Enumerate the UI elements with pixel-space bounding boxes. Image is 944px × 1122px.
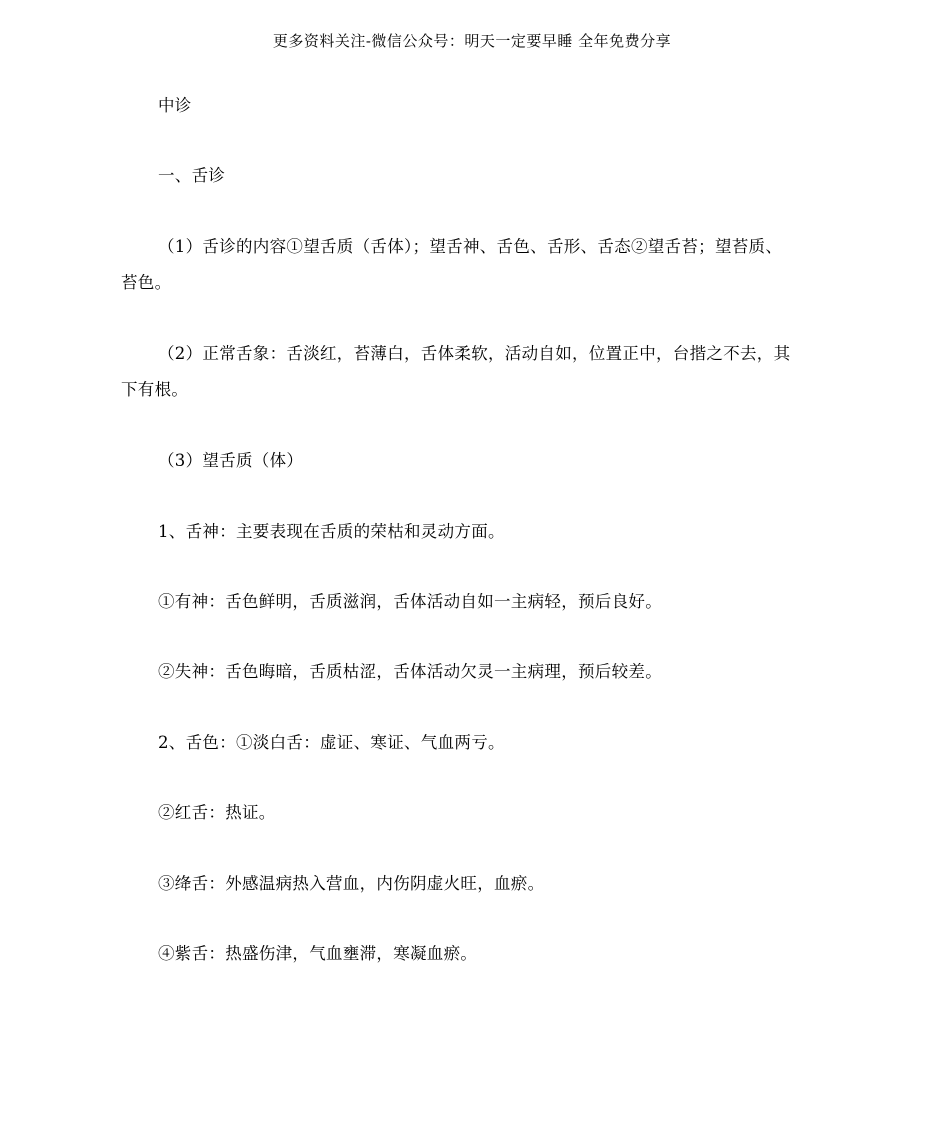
list-item: 2、舌色：①淡白舌：虚证、寒证、气血两亏。 [158, 733, 505, 752]
list-item: ②失神：舌色晦暗，舌质枯涩，舌体活动欠灵一主病理，预后较差。 [158, 662, 662, 681]
list-item: 1、舌神：主要表现在舌质的荣枯和灵动方面。 [158, 522, 505, 541]
paragraph-line: （1）舌诊的内容①望舌质（舌体）；望舌神、舌色、舌形、舌态②望舌苔；望苔质、 [158, 237, 783, 256]
list-item: ①有神：舌色鲜明，舌质滋润，舌体活动自如一主病轻，预后良好。 [158, 592, 662, 611]
document-title: 中诊 [158, 96, 192, 115]
page-header: 更多资料关注-微信公众号：明天一定要早睡 全年免费分享 [272, 32, 672, 50]
paragraph-line: 下有根。 [121, 380, 189, 399]
paragraph-line: （2）正常舌象：舌淡红，苔薄白，舌体柔软，活动自如，位置正中，台揩之不去，其 [158, 344, 791, 363]
paragraph-line: 苔色。 [121, 273, 172, 292]
subsection-heading: （3）望舌质（体） [158, 451, 304, 470]
list-item: ④紫舌：热盛伤津，气血壅滞，寒凝血瘀。 [158, 944, 478, 963]
list-item: ②红舌：热证。 [158, 803, 276, 822]
section-heading: 一、舌诊 [158, 166, 226, 185]
list-item: ③绛舌：外感温病热入营血，内伤阴虚火旺，血瘀。 [158, 874, 545, 893]
